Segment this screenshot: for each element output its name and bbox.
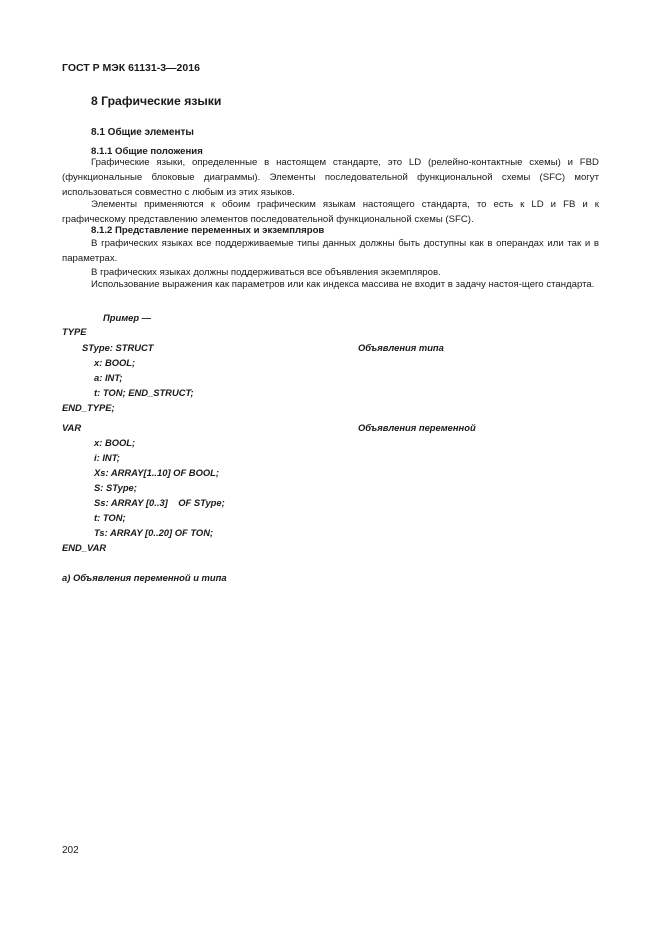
document-header: ГОСТ Р МЭК 61131-3—2016 [62, 62, 200, 74]
clause-8-1-2-paragraph-3: Использование выражения как параметров или как индекса массива не входит в задачу настоя-щего стандарта. [91, 279, 595, 290]
code-line: Xs: ARRAY[1..10] OF BOOL; [94, 467, 220, 478]
clause-8-1-2-paragraph-1: В графических языках все поддерживаемые типы данных должны быть доступны как в операндах или так и в параметрах. [62, 238, 599, 264]
section-title: 8 Графические языки [91, 94, 222, 108]
code-line: x: BOOL; [94, 437, 136, 448]
variable-declaration-comment: Объявления переменной [358, 422, 476, 433]
code-line: TYPE [62, 326, 87, 337]
clause-8-1-2-title: 8.1.2 Представление переменных и экземпляров [91, 225, 325, 236]
clause-8-1-2-paragraph-2: В графических языках должны поддерживаться все объявления экземпляров. [91, 267, 441, 278]
code-line: a: INT; [94, 372, 123, 383]
code-line: Ts: ARRAY [0..20] OF TON; [94, 527, 214, 538]
clause-8-1-1-paragraph-1: Графические языки, определенные в настоящем стандарте, это LD (релейно-контактные схемы) и FBD (функциональные блоковые диаграммы). Элементы последовательной функциональной схемы (SFC) могут использоваться совместно с любым из этих языков. [62, 157, 599, 198]
code-line: i: INT; [94, 452, 120, 463]
code-line: t: TON; [94, 512, 126, 523]
code-line: x: BOOL; [94, 357, 136, 368]
code-line: t: TON; END_STRUCT; [94, 387, 194, 398]
subsection-title: 8.1 Общие элементы [91, 127, 194, 138]
code-line: SType: STRUCT [82, 342, 154, 353]
page-number: 202 [62, 845, 79, 856]
type-declaration-comment: Объявления типа [358, 342, 444, 353]
example-caption: a) Объявления переменной и типа [62, 572, 227, 583]
clause-8-1-1-paragraph-2: Элементы применяются к обоим графическим языкам настоящего стандарта, то есть к LD и FB и к графическому представлению элементов последовательной функциональной схемы (SFC). [62, 199, 599, 225]
code-line: END_TYPE; [62, 402, 115, 413]
example-label: Пример — [103, 312, 152, 323]
code-line: END_VAR [62, 542, 107, 553]
clause-8-1-1-title: 8.1.1 Общие положения [91, 146, 203, 157]
code-line: VAR [62, 422, 82, 433]
code-line: Ss: ARRAY [0..3] OF SType; [94, 497, 225, 508]
code-line: S: SType; [94, 482, 137, 493]
